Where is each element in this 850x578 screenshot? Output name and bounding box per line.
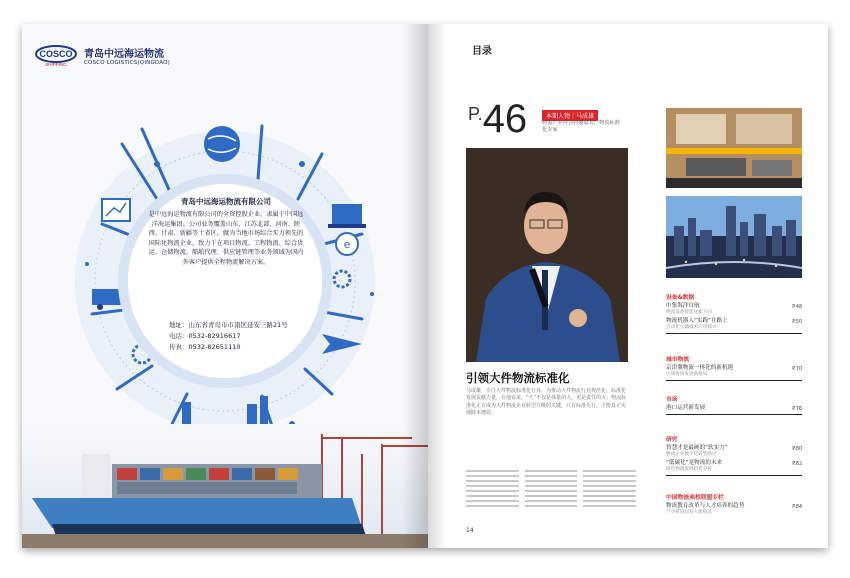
page-number: 46 bbox=[482, 97, 528, 141]
divider bbox=[666, 333, 802, 334]
toc-item-page: P.70 bbox=[792, 367, 802, 372]
section-head: 市场 bbox=[666, 397, 678, 403]
portrait-photo bbox=[466, 148, 628, 362]
laptop-icon bbox=[328, 204, 366, 228]
feature-summary: 马成雄，专注大件物流标准化行业，为推动大件物流行业规范化、标准化发展贡献力量。在他看来，“大”不仅是体量的大，更是责任的大；物流标准化正在成为大件物流企业转型升级的关键，只有标准先行，才能真正实现降本增效。 bbox=[466, 388, 627, 417]
toc-item[interactable] bbox=[666, 460, 802, 467]
section-university-column bbox=[666, 492, 802, 518]
gutter-shadow bbox=[402, 24, 428, 548]
toc-item-title: “低碳化”是物流的未来 bbox=[666, 460, 723, 466]
section-city-logistics bbox=[666, 354, 802, 384]
section-head: 中国物流高校联盟专栏 bbox=[666, 495, 724, 501]
email-icon bbox=[336, 233, 358, 255]
toc-item[interactable] bbox=[666, 445, 802, 452]
fine-print-columns bbox=[466, 470, 636, 516]
toc-item[interactable] bbox=[666, 365, 802, 372]
gutter-shadow bbox=[428, 24, 446, 548]
contact-block bbox=[169, 320, 288, 353]
logo-name-cn: 青岛中远海运物流 bbox=[84, 48, 164, 60]
toc-item-page: P.76 bbox=[792, 407, 802, 412]
toc-item-sub: 物流企业数字化转型路径 bbox=[666, 452, 717, 457]
feature-headline: 引领大件物流标准化 bbox=[466, 371, 570, 385]
feature-page-number bbox=[468, 97, 528, 141]
company-intro bbox=[147, 196, 305, 268]
address-text: 地址：山东省青岛市市南区延安三路21号 bbox=[169, 321, 288, 329]
toc-item-page: P.84 bbox=[792, 505, 802, 510]
warehouse-thumbnail bbox=[666, 108, 802, 188]
section-research bbox=[666, 434, 802, 479]
toc-item-title: 中集海洋自航 bbox=[666, 303, 700, 309]
toc-item-title: 物流机器人“实践”在路上 bbox=[666, 318, 728, 324]
ad-page bbox=[22, 24, 428, 548]
section-market bbox=[666, 394, 802, 418]
toc-title: 目录 bbox=[472, 46, 492, 57]
toc-item-title: 智慧才是最硬的“软实力” bbox=[666, 445, 728, 451]
toc-item-title: 港口运营新发展 bbox=[666, 405, 706, 411]
toc-item[interactable] bbox=[666, 318, 802, 325]
svg-text:SHIPPING: SHIPPING bbox=[45, 62, 67, 67]
feature-tag: 本期人物｜马成雄 bbox=[542, 110, 598, 121]
section-head: 研究 bbox=[666, 437, 678, 443]
svg-text:e: e bbox=[343, 238, 351, 251]
toc-item[interactable] bbox=[666, 503, 802, 510]
toc-item-sub: 产学研协同育人新模式 bbox=[666, 510, 712, 515]
toc-item-sub: 区域协同发展新格局 bbox=[666, 372, 708, 377]
logo-name-en: COSCO LOGISTICS(QINGDAO) bbox=[84, 59, 171, 66]
toc-item-page: P.82 bbox=[792, 462, 802, 467]
toc-item-title: 物流教育改革与人才培养的趋势 bbox=[666, 503, 745, 509]
divider bbox=[666, 414, 802, 415]
toc-item[interactable] bbox=[666, 303, 802, 310]
section-equipment bbox=[666, 292, 802, 337]
fax-text: 传真：0532-82651110 bbox=[169, 343, 241, 351]
city-skyline-thumbnail bbox=[666, 196, 802, 278]
contents-page bbox=[428, 24, 828, 548]
globe-icon bbox=[204, 126, 240, 162]
toc-item-sub: 绿色物流发展趋势分析 bbox=[666, 467, 712, 472]
toc-item[interactable] bbox=[666, 405, 802, 412]
toc-item-sub: 物流设备智能化新方向 bbox=[666, 310, 712, 315]
container-ship-image bbox=[22, 424, 428, 548]
divider bbox=[666, 380, 802, 381]
section-head: 设备&数据 bbox=[666, 295, 695, 301]
toc-item-page: P.80 bbox=[792, 447, 802, 452]
company-title: 青岛中远海运物流有限公司 bbox=[181, 197, 271, 206]
divider bbox=[666, 475, 802, 476]
magazine-spread bbox=[22, 24, 828, 548]
toc-item-title: 京津冀物流一体化的新机遇 bbox=[666, 365, 734, 371]
svg-text:COSCO: COSCO bbox=[39, 49, 73, 59]
toc-item-page: P.48 bbox=[792, 305, 802, 310]
chart-icon bbox=[102, 199, 130, 221]
feature-tag-sub: 物流产业协会特邀嘉宾，物流标准化专家 bbox=[542, 120, 620, 133]
cosco-emblem-icon bbox=[34, 42, 78, 68]
page-prefix: P. bbox=[468, 104, 483, 124]
toc-item-sub: 自动化仓储技术应用探讨 bbox=[666, 325, 717, 330]
toc-item-page: P.50 bbox=[792, 320, 802, 325]
page-folio: 14 bbox=[466, 527, 474, 534]
phone-text: 电话：0532-82916617 bbox=[169, 332, 241, 340]
company-body: 是中远海运物流有限公司的全资控股企业，隶属于中国远洋海运集团。公司业务覆盖山东、江苏北部、河南、陕西、甘肃、新疆等十省区，做为当地市场综合实力领先的国际化物流企业，致力于在项目物流、工程物流、综合货运、仓储物流、船舶代理、供应链管理等业务领域为国内外客户提供全程物流解决方案。 bbox=[148, 211, 304, 266]
section-head: 城市物流 bbox=[666, 357, 690, 363]
cosco-logo bbox=[34, 42, 170, 68]
